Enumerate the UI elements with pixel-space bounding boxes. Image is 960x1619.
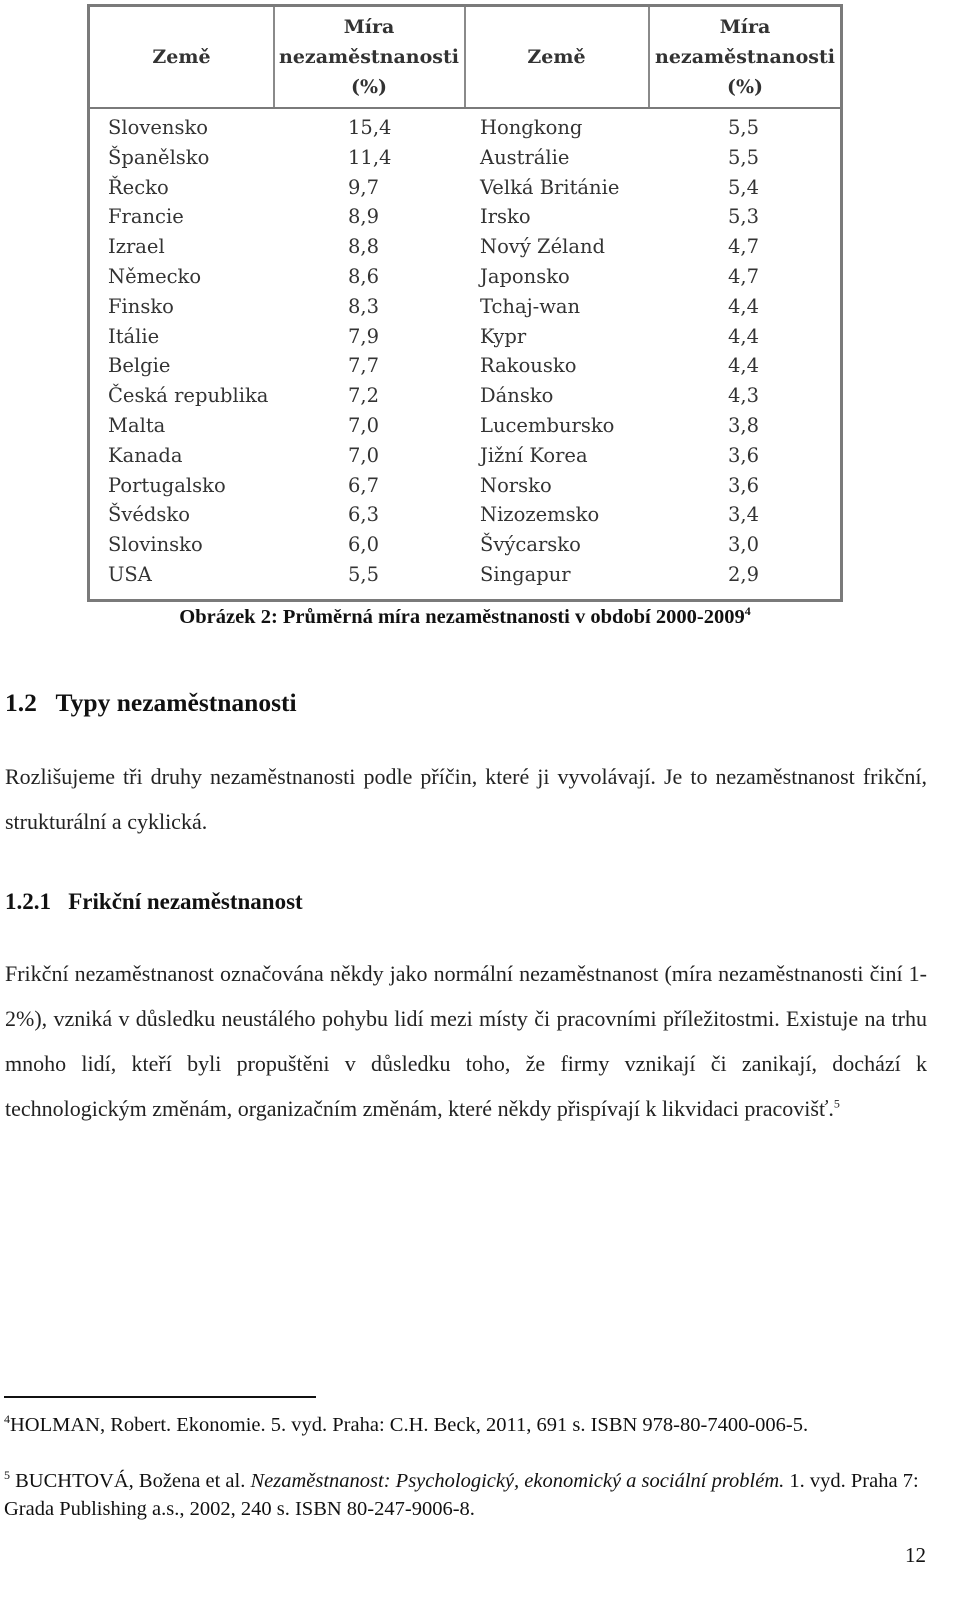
- rate-cell: 4,4: [728, 324, 760, 348]
- rate-cell: 8,9: [348, 205, 380, 229]
- rate-cell: 3,8: [728, 413, 760, 437]
- country-cell: Portugalsko: [108, 473, 226, 497]
- country-cell: Česká republika: [108, 384, 269, 408]
- table-row: [90, 173, 840, 203]
- country-cell: Rakousko: [480, 354, 577, 378]
- section-heading: 1.2 Typy nezaměstnanosti: [5, 688, 297, 717]
- rate-cell: 8,3: [348, 294, 380, 318]
- paragraph: Rozlišujeme tři druhy nezaměstnanosti podle příčin, které ji vyvolávají. Je to nezaměstnanost frikční, strukturální a cyklická.: [5, 764, 927, 834]
- country-cell: Japonsko: [480, 264, 570, 288]
- country-cell: Norsko: [480, 473, 552, 497]
- unemployment-table: [87, 4, 843, 602]
- rate-cell: 6,7: [348, 473, 380, 497]
- header-country-right: Země: [527, 46, 586, 68]
- rate-cell: 3,4: [728, 503, 760, 527]
- table-header: [90, 7, 840, 109]
- country-cell: Švýcarsko: [480, 533, 581, 557]
- table-row: [90, 232, 840, 262]
- table-row: [90, 262, 840, 292]
- country-cell: Malta: [108, 413, 166, 437]
- table-row: [90, 381, 840, 411]
- footnote: $^4$HOLMAN, Robert. Ekonomie. 5. vyd. Praha: C.H. Beck, 2011, 691 s. ISBN 978-80-7400-006-5.: [4, 1412, 809, 1436]
- rate-cell: 5,5: [348, 562, 380, 586]
- rate-cell: 7,9: [348, 324, 380, 348]
- country-cell: Belgie: [108, 354, 171, 378]
- subsection-heading: 1.2.1 Frikční nezaměstnanost: [5, 889, 303, 914]
- rate-cell: 15,4: [348, 116, 392, 139]
- country-cell: Nizozemsko: [480, 503, 600, 527]
- country-cell: Dánsko: [480, 384, 554, 408]
- country-cell: Řecko: [108, 175, 169, 199]
- country-cell: Finsko: [108, 294, 174, 318]
- rate-cell: 5,5: [728, 116, 760, 139]
- country-cell: Irsko: [480, 205, 531, 229]
- rate-cell: 4,3: [728, 384, 760, 408]
- table-row: [90, 560, 840, 590]
- table-row: [90, 202, 840, 232]
- header-rate-right: Míra nezaměstnanosti (%): [655, 16, 835, 98]
- rate-cell: 7,7: [348, 354, 380, 378]
- rate-cell: 9,7: [348, 175, 380, 199]
- table-row: [90, 292, 840, 322]
- country-cell: Slovensko: [108, 116, 209, 139]
- footnote: $^5$ BUCHTOVÁ, Božena et al. Nezaměstnanost: Psychologický, ekonomický a sociální problém. 1. vyd. Praha 7: Grada Publishing a.s., 2002, 240 s. ISBN 80-247-9006-8.: [4, 1468, 919, 1520]
- rate-cell: 11,4: [348, 145, 392, 169]
- country-cell: USA: [108, 562, 152, 586]
- country-cell: Kanada: [108, 443, 183, 467]
- table-row: [90, 530, 840, 560]
- rate-cell: 8,6: [348, 264, 380, 288]
- rate-cell: 3,6: [728, 473, 760, 497]
- table-row: [90, 471, 840, 501]
- country-cell: Francie: [108, 205, 184, 229]
- table-row: [90, 322, 840, 352]
- rate-cell: 7,0: [348, 443, 380, 467]
- rate-cell: 6,0: [348, 533, 380, 557]
- rate-cell: 5,3: [728, 205, 760, 229]
- table-row: [90, 113, 840, 143]
- table-body: [90, 113, 840, 590]
- rate-cell: 4,4: [728, 294, 760, 318]
- country-cell: Slovinsko: [108, 533, 203, 557]
- rate-cell: 3,6: [728, 443, 760, 467]
- country-cell: Německo: [108, 264, 202, 288]
- table-row: [90, 143, 840, 173]
- footnote-divider: [4, 1396, 316, 1398]
- rate-cell: 2,9: [728, 562, 760, 586]
- country-cell: Velká Británie: [480, 175, 620, 199]
- country-cell: Lucembursko: [480, 413, 615, 437]
- country-cell: Izrael: [108, 235, 165, 259]
- paragraph: Frikční nezaměstnanost označována někdy jako normální nezaměstnanost (míra nezaměstnanosti činí 1-2%), vzniká v důsledku neustálého pohybu lidí mezi místy či pracovními příležitostmi. Existuje na trhu mnoho lidí, kteří byli propuštěni v důsledku toho, že firmy vznikají či zanikají, dochází k technologickým změnám, organizačním změnám, které někdy přispívají k likvidaci pracovišť.$^5$: [5, 961, 927, 1121]
- country-cell: Tchaj-wan: [480, 294, 581, 318]
- rate-cell: 7,0: [348, 413, 380, 437]
- country-cell: Jižní Korea: [480, 443, 588, 467]
- country-cell: Singapur: [480, 562, 571, 586]
- rate-cell: 6,3: [348, 503, 380, 527]
- rate-cell: 4,4: [728, 354, 760, 378]
- figure-caption: Obrázek 2: Průměrná míra nezaměstnanosti v období 2000-2009$^4$: [179, 604, 751, 628]
- rate-cell: 3,0: [728, 533, 760, 557]
- rate-cell: 5,5: [728, 145, 760, 169]
- country-cell: Austrálie: [480, 145, 570, 169]
- country-cell: Kypr: [480, 324, 527, 348]
- rate-cell: 4,7: [728, 235, 760, 259]
- rate-cell: 7,2: [348, 384, 380, 408]
- header-rate-left: Míra nezaměstnanosti (%): [279, 16, 459, 98]
- country-cell: Itálie: [108, 324, 160, 348]
- page-number: 12: [905, 1543, 926, 1567]
- rate-cell: 4,7: [728, 264, 760, 288]
- table-row: [90, 411, 840, 441]
- country-cell: Nový Zéland: [480, 235, 606, 259]
- rate-cell: 5,4: [728, 175, 760, 199]
- country-cell: Španělsko: [108, 145, 210, 169]
- country-cell: Hongkong: [480, 116, 583, 139]
- rate-cell: 8,8: [348, 235, 380, 259]
- country-cell: Švédsko: [108, 503, 190, 527]
- footnote-ref: 5: [833, 1096, 840, 1111]
- table-row: [90, 351, 840, 381]
- table-row: [90, 441, 840, 471]
- header-country-left: Země: [152, 46, 211, 68]
- footnote-ref: 4: [744, 604, 751, 619]
- table-row: [90, 500, 840, 530]
